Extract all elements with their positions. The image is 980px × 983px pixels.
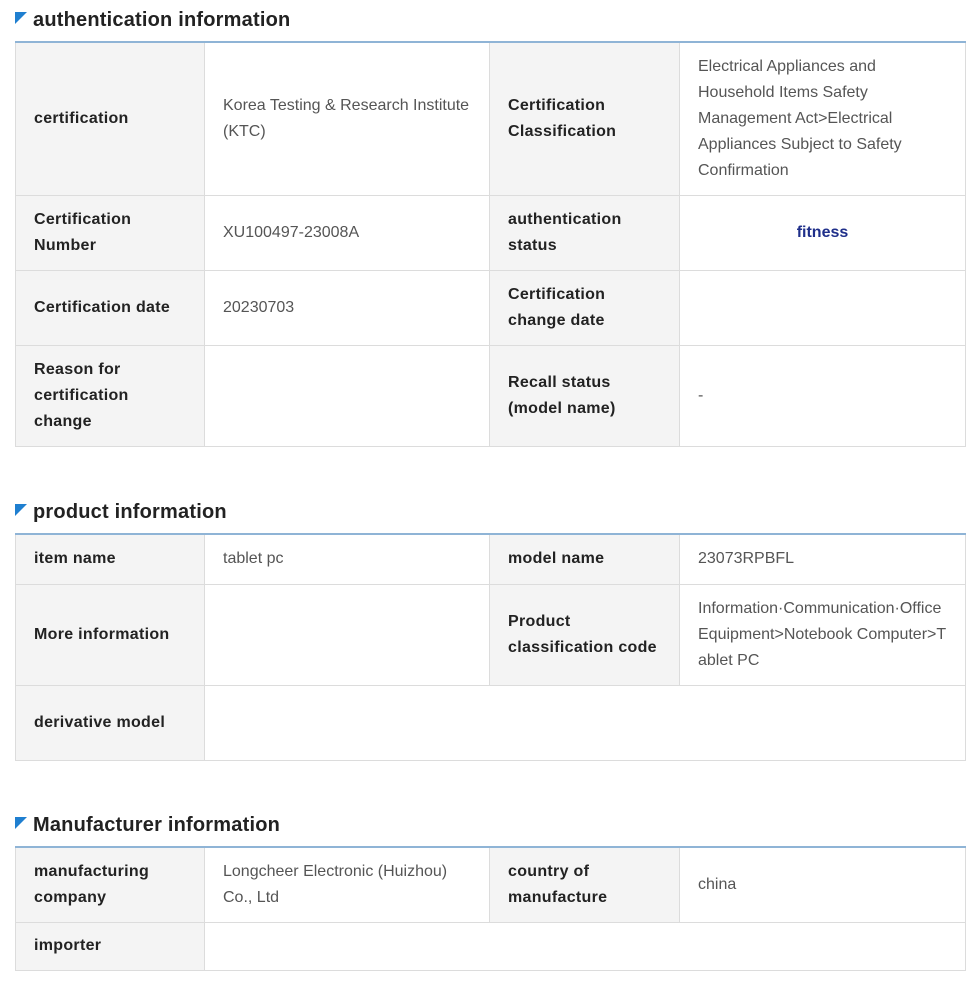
certification-change-date-label: Certification change date [490, 270, 680, 345]
manufacturer-heading [15, 812, 965, 842]
more-information-label: More information [16, 584, 205, 685]
table-row [16, 195, 966, 270]
table-row [16, 847, 966, 922]
recall-status-label: Recall status (model name) [490, 345, 680, 446]
certification-date-label: Certification date [16, 270, 205, 345]
recall-status-value: - [680, 345, 966, 446]
table-row [16, 584, 966, 685]
authentication-status-label: authentication status [490, 195, 680, 270]
section-title: product information [33, 501, 227, 523]
authentication-heading [15, 7, 965, 37]
product-section [15, 499, 965, 761]
product-classification-code-label: Product classification code [490, 584, 680, 685]
section-title: authentication information [33, 9, 291, 31]
authentication-table [15, 41, 966, 447]
reason-for-change-label: Reason for certification change [16, 345, 205, 446]
authentication-status-cell [680, 195, 966, 270]
table-row [16, 42, 966, 195]
product-heading [15, 499, 965, 529]
importer-value [205, 922, 966, 970]
authentication-status-link[interactable]: fitness [796, 223, 849, 241]
certification-value: Korea Testing & Research Institute (KTC) [205, 42, 490, 195]
triangle-marker-icon [15, 817, 27, 829]
table-row [16, 685, 966, 760]
product-classification-code-value: Information·Communication·Office Equipment>Notebook Computer>Tablet PC [680, 584, 966, 685]
manufacturing-company-value: Longcheer Electronic (Huizhou) Co., Ltd [205, 847, 490, 922]
table-row [16, 922, 966, 970]
table-row [16, 345, 966, 446]
more-information-value [205, 584, 490, 685]
derivative-model-value [205, 685, 966, 760]
model-name-value: 23073RPBFL [680, 534, 966, 584]
importer-label: importer [16, 922, 205, 970]
manufacturer-section [15, 812, 965, 971]
certification-number-label: Certification Number [16, 195, 205, 270]
certification-date-value: 20230703 [205, 270, 490, 345]
model-name-label: model name [490, 534, 680, 584]
item-name-value: tablet pc [205, 534, 490, 584]
table-row [16, 270, 966, 345]
reason-for-change-value [205, 345, 490, 446]
certification-change-date-value [680, 270, 966, 345]
country-of-manufacture-value: china [680, 847, 966, 922]
manufacturing-company-label: manufacturing company [16, 847, 205, 922]
item-name-label: item name [16, 534, 205, 584]
manufacturer-table [15, 846, 966, 971]
table-row [16, 534, 966, 584]
section-title: Manufacturer information [33, 814, 281, 836]
certification-label: certification [16, 42, 205, 195]
country-of-manufacture-label: country of manufacture [490, 847, 680, 922]
certification-classification-label: Certification Classification [490, 42, 680, 195]
certification-classification-value: Electrical Appliances and Household Items Safety Management Act>Electrical Appliances Subject to Safety Confirmation [680, 42, 966, 195]
authentication-section [15, 7, 965, 447]
certification-number-value: XU100497-23008A [205, 195, 490, 270]
triangle-marker-icon [15, 12, 27, 24]
product-table [15, 533, 966, 761]
derivative-model-label: derivative model [16, 685, 205, 760]
triangle-marker-icon [15, 504, 27, 516]
